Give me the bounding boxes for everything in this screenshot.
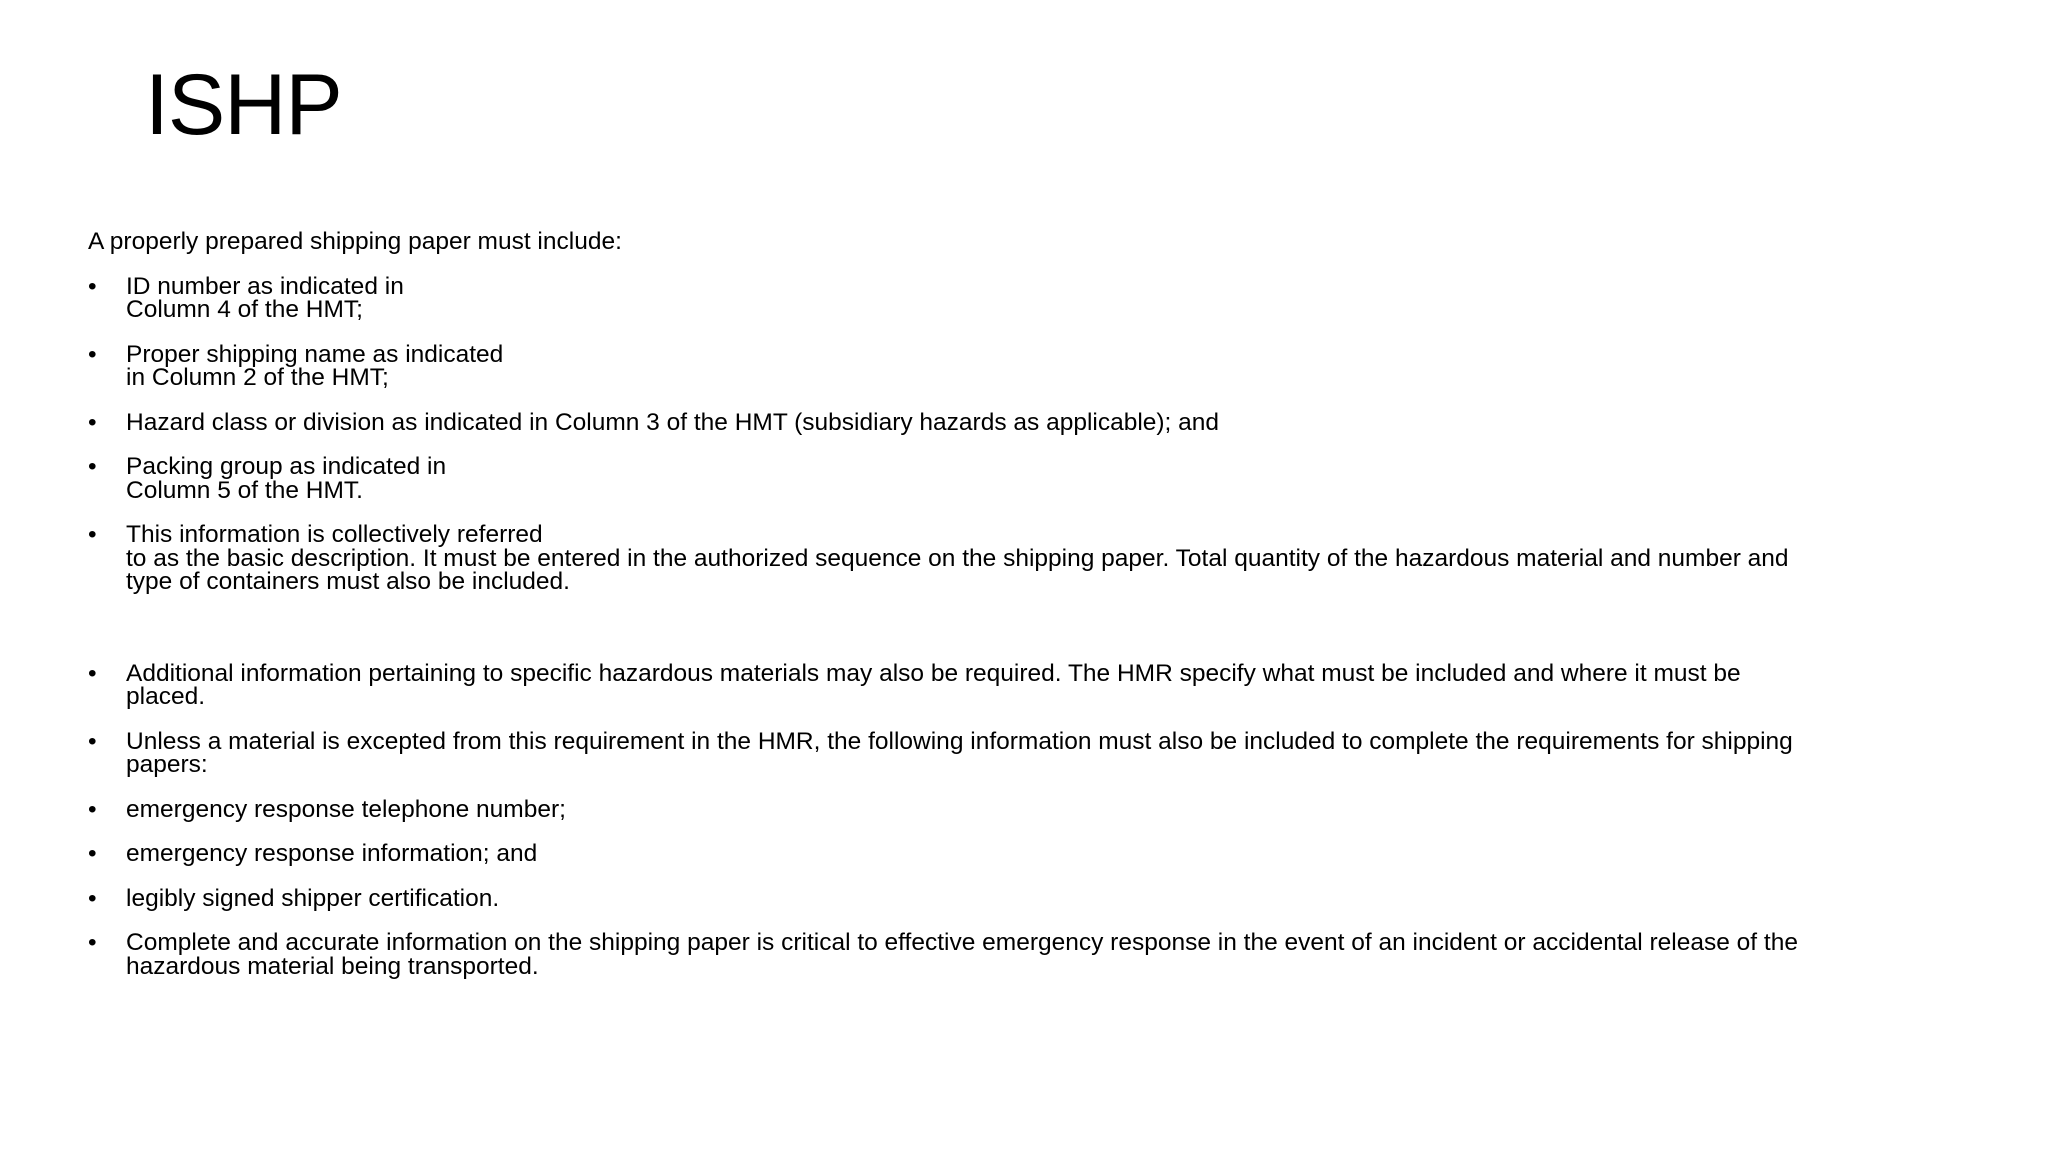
bullet-line: emergency response telephone number; xyxy=(126,795,566,823)
bullet-line: Unless a material is excepted from this requirement in the HMR, the following information must also be included to complete the requirements for shipping xyxy=(126,727,1793,755)
bullet-line: type of containers must also be included. xyxy=(126,568,570,595)
bullet-line: Proper shipping name as indicated xyxy=(126,340,504,368)
bullet-list xyxy=(88,272,1938,980)
bullet-item xyxy=(88,884,1938,912)
bullet-line: papers: xyxy=(126,751,208,778)
bullet-line: in Column 2 of the HMT; xyxy=(126,364,389,391)
bullet-dot-icon: • xyxy=(88,929,97,956)
bullet-dot-icon: • xyxy=(88,795,97,823)
bullet-line: to as the basic description. It must be entered in the authorized sequence on the shipping paper. Total quantity of the hazardous material and number and xyxy=(126,544,1789,572)
intro-text: A properly prepared shipping paper must include: xyxy=(88,228,622,255)
bullet-line: Complete and accurate information on the shipping paper is critical to effective emergency response in the event of an incident or accidental release of the xyxy=(126,929,1798,956)
bullet-dot-icon: • xyxy=(88,840,97,867)
bullet-line: emergency response information; and xyxy=(126,840,538,867)
bullet-dot-icon: • xyxy=(88,727,97,755)
bullet-dot-icon: • xyxy=(88,272,97,300)
bullet-dot-icon: • xyxy=(88,340,97,368)
slide-body xyxy=(88,230,1938,999)
bullet-item xyxy=(88,408,1938,436)
bullet-dot-icon: • xyxy=(88,408,97,436)
bullet-item xyxy=(88,455,1938,502)
bullet-line: Packing group as indicated in xyxy=(126,453,447,480)
bullet-item xyxy=(88,727,1938,778)
bullet-item xyxy=(88,340,1938,391)
bullet-dot-icon: • xyxy=(88,659,97,687)
bullet-item xyxy=(88,523,1938,594)
bullet-line: legibly signed shipper certification. xyxy=(126,884,500,912)
bullet-item xyxy=(88,931,1938,978)
bullet-line: placed. xyxy=(126,683,206,710)
bullet-line: hazardous material being transported. xyxy=(126,952,539,980)
bullet-dot-icon: • xyxy=(88,884,97,912)
bullet-line: Column 4 of the HMT; xyxy=(126,296,363,323)
bullet-line: Additional information pertaining to specific hazardous materials may also be required. The HMR specify what must be included and where it must be xyxy=(126,659,1741,687)
bullet-dot-icon: • xyxy=(88,453,97,480)
bullet-dot-icon: • xyxy=(88,521,97,548)
bullet-item xyxy=(88,842,1938,866)
bullet-line: Column 5 of the HMT. xyxy=(126,476,363,504)
bullet-item xyxy=(88,795,1938,823)
bullet-item xyxy=(88,272,1938,323)
slide-title: ISHP xyxy=(145,57,342,153)
bullet-item xyxy=(88,659,1938,710)
bullet-line: ID number as indicated in xyxy=(126,272,404,300)
bullet-line: This information is collectively referred xyxy=(126,521,543,548)
bullet-line: Hazard class or division as indicated in Column 3 of the HMT (subsidiary hazards as applicable); and xyxy=(126,408,1220,436)
